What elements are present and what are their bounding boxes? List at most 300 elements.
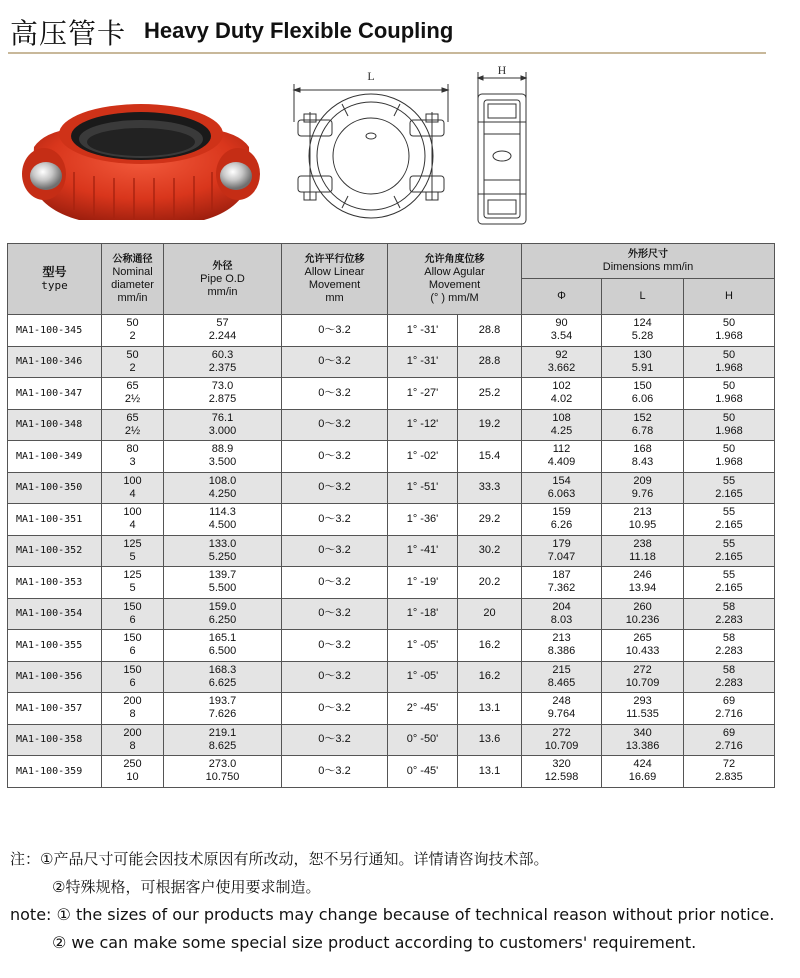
- side-view-drawing: [470, 64, 534, 234]
- cell-phi: [522, 630, 602, 662]
- cell-angle-mm: 33.3: [458, 472, 522, 504]
- header-pipe-od: 外径 Pipe O.D mm/in: [164, 244, 282, 315]
- cell-l-in: 6.06: [631, 393, 654, 406]
- table-row: [8, 693, 775, 725]
- cell-h-mm: 55: [722, 537, 736, 550]
- cell-angle-mm: 28.8: [458, 346, 522, 378]
- cell-linear: 0～3.2: [282, 661, 388, 693]
- cell-type: MA1-100-346: [8, 346, 102, 378]
- cell-phi-in: 4.409: [547, 456, 576, 469]
- cell-type: MA1-100-359: [8, 756, 102, 788]
- cell-angle-mm: 13.1: [458, 756, 522, 788]
- cell-nominal-in: 8: [129, 708, 136, 721]
- cell-phi-in: 7.362: [547, 582, 576, 595]
- cell-type: MA1-100-356: [8, 661, 102, 693]
- cell-l-mm: 340: [633, 726, 652, 739]
- cell-l: [602, 315, 684, 347]
- cell-pipe-od: [164, 378, 282, 410]
- cell-h: [684, 378, 775, 410]
- cell-linear: 0～3.2: [282, 598, 388, 630]
- cell-l-in: 11.535: [626, 708, 659, 721]
- cell-nominal-in: 6: [129, 676, 136, 689]
- cell-angle-mm: 16.2: [458, 630, 522, 662]
- cell-l: [602, 346, 684, 378]
- cell-l-mm: 130: [633, 348, 652, 361]
- cell-l-mm: 168: [633, 443, 652, 456]
- cell-pipe-od: [164, 346, 282, 378]
- cell-pipe-od-in: 2.375: [208, 361, 237, 374]
- cell-l-in: 10.709: [625, 676, 660, 689]
- cell-l-in: 16.69: [628, 771, 657, 784]
- cell-l-mm: 152: [633, 411, 652, 424]
- cell-h-in: 2.165: [715, 550, 743, 563]
- cell-phi: [522, 378, 602, 410]
- table-row: [8, 504, 775, 536]
- cell-angle-mm: 19.2: [458, 409, 522, 441]
- cell-l-mm: 424: [633, 758, 652, 771]
- cell-phi-in: 12.598: [544, 771, 579, 784]
- table-row: [8, 724, 775, 756]
- cell-l-mm: 260: [633, 600, 652, 613]
- cell-h: [684, 441, 775, 473]
- table-row: [8, 346, 775, 378]
- dimension-h-label: H: [497, 64, 507, 77]
- cell-l-mm: 272: [633, 663, 652, 676]
- cell-pipe-od-mm: 133.0: [208, 537, 237, 550]
- header-nominal-diameter: 公称通径 Nominal diameter mm/in: [102, 244, 164, 315]
- cell-phi-mm: 102: [552, 380, 571, 393]
- cell-l: [602, 693, 684, 725]
- cell-pipe-od-in: 7.626: [208, 708, 237, 721]
- cell-pipe-od-mm: 60.3: [211, 348, 234, 361]
- cell-nominal-mm: 125: [123, 537, 142, 550]
- cell-pipe-od: [164, 567, 282, 599]
- cell-linear: 0～3.2: [282, 315, 388, 347]
- cell-angle: 1° -27': [388, 378, 458, 410]
- cell-pipe-od-in: 8.625: [208, 739, 237, 752]
- header-l: L: [602, 279, 684, 315]
- cell-pipe-od: [164, 756, 282, 788]
- cell-h-in: 2.716: [715, 708, 743, 721]
- cell-pipe-od-mm: 114.3: [209, 506, 236, 519]
- cell-phi: [522, 504, 602, 536]
- cell-nominal: [102, 535, 164, 567]
- cell-l: [602, 504, 684, 536]
- cell-nominal: [102, 504, 164, 536]
- cell-l-mm: 124: [633, 317, 652, 330]
- cell-pipe-od: [164, 598, 282, 630]
- cell-phi-in: 6.063: [547, 487, 576, 500]
- notes-section: [10, 845, 800, 957]
- note-en-1: note: ① the sizes of our products may change because of technical reason without prior notice.: [10, 905, 775, 924]
- dimension-l-label: L: [367, 69, 375, 83]
- cell-h: [684, 567, 775, 599]
- cell-nominal-in: 4: [129, 519, 136, 532]
- cell-angle-mm: 13.6: [458, 724, 522, 756]
- cell-type: MA1-100-351: [8, 504, 102, 536]
- cell-phi-in: 7.047: [547, 550, 576, 563]
- cell-nominal-mm: 65: [126, 411, 139, 424]
- cell-pipe-od: [164, 504, 282, 536]
- cell-h: [684, 630, 775, 662]
- cell-linear: 0～3.2: [282, 724, 388, 756]
- cell-phi-mm: 112: [552, 443, 571, 456]
- cell-angle: 1° -18': [388, 598, 458, 630]
- cell-h-in: 2.165: [715, 519, 743, 532]
- cell-h: [684, 724, 775, 756]
- cell-pipe-od-in: 3.000: [208, 424, 237, 437]
- header-dimensions: 外形尺寸 Dimensions mm/in: [522, 244, 775, 279]
- cell-h: [684, 756, 775, 788]
- cell-l-in: 13.94: [628, 582, 657, 595]
- cell-nominal-in: 6: [129, 645, 136, 658]
- table-row: [8, 756, 775, 788]
- cell-h: [684, 346, 775, 378]
- cell-phi: [522, 441, 602, 473]
- cell-h: [684, 661, 775, 693]
- cell-l: [602, 409, 684, 441]
- cell-nominal-mm: 250: [123, 758, 142, 771]
- cell-h-in: 1.968: [715, 424, 743, 437]
- cell-angle-mm: 15.4: [458, 441, 522, 473]
- cell-nominal-mm: 200: [123, 726, 142, 739]
- cell-angle: 0° -50': [388, 724, 458, 756]
- cell-h-mm: 50: [722, 411, 736, 424]
- cell-pipe-od-in: 2.875: [208, 393, 237, 406]
- cell-h: [684, 535, 775, 567]
- title-chinese: 高压管卡: [10, 17, 127, 50]
- table-row: [8, 441, 775, 473]
- cell-l-in: 10.95: [628, 519, 657, 532]
- cell-linear: 0～3.2: [282, 409, 388, 441]
- cell-phi: [522, 598, 602, 630]
- cell-phi-mm: 159: [552, 506, 571, 519]
- cell-linear: 0～3.2: [282, 756, 388, 788]
- cell-angle-mm: 16.2: [458, 661, 522, 693]
- cell-type: MA1-100-354: [8, 598, 102, 630]
- cell-phi: [522, 724, 602, 756]
- cell-nominal-in: 10: [126, 771, 139, 784]
- cell-linear: 0～3.2: [282, 378, 388, 410]
- cell-nominal: [102, 661, 164, 693]
- cell-h-mm: 58: [722, 663, 736, 676]
- cell-l: [602, 441, 684, 473]
- cell-nominal-mm: 150: [123, 600, 142, 613]
- cell-linear: 0～3.2: [282, 504, 388, 536]
- cell-nominal-in: 4: [129, 487, 136, 500]
- cell-h-mm: 50: [722, 380, 736, 393]
- cell-pipe-od-in: 5.250: [208, 550, 237, 563]
- front-view-drawing: [282, 64, 460, 234]
- cell-pipe-od: [164, 315, 282, 347]
- cell-l-in: 10.433: [625, 645, 660, 658]
- header-phi: Φ: [522, 279, 602, 315]
- cell-angle: 0° -45': [388, 756, 458, 788]
- cell-nominal: [102, 724, 164, 756]
- cell-linear: 0～3.2: [282, 567, 388, 599]
- cell-nominal-mm: 80: [126, 443, 139, 456]
- cell-h: [684, 504, 775, 536]
- table-row: [8, 535, 775, 567]
- cell-nominal-in: 8: [129, 739, 136, 752]
- cell-type: MA1-100-355: [8, 630, 102, 662]
- cell-phi-mm: 320: [552, 758, 571, 771]
- cell-angle: 1° -41': [388, 535, 458, 567]
- cell-nominal-mm: 50: [126, 348, 139, 361]
- cell-angle-mm: 20: [458, 598, 522, 630]
- cell-h-mm: 69: [722, 726, 736, 739]
- cell-pipe-od: [164, 693, 282, 725]
- cell-h-in: 2.283: [715, 676, 743, 689]
- cell-l-in: 8.43: [631, 456, 654, 469]
- cell-h-mm: 72: [722, 758, 736, 771]
- table-row: [8, 472, 775, 504]
- cell-phi: [522, 567, 602, 599]
- cell-l-mm: 209: [633, 474, 652, 487]
- table-row: [8, 315, 775, 347]
- cell-pipe-od-mm: 76.1: [211, 411, 234, 424]
- cell-phi-in: 9.764: [547, 708, 576, 721]
- cell-l-in: 13.386: [625, 739, 660, 752]
- cell-h: [684, 409, 775, 441]
- cell-nominal-mm: 200: [123, 695, 142, 708]
- cell-type: MA1-100-345: [8, 315, 102, 347]
- cell-l: [602, 567, 684, 599]
- cell-pipe-od: [164, 661, 282, 693]
- table-row: [8, 598, 775, 630]
- cell-nominal: [102, 756, 164, 788]
- cell-nominal-in: 5: [129, 550, 136, 563]
- cell-l-in: 5.28: [631, 330, 654, 343]
- cell-phi: [522, 756, 602, 788]
- cell-l-in: 5.91: [631, 361, 654, 374]
- cell-l: [602, 630, 684, 662]
- cell-l: [602, 472, 684, 504]
- cell-l-in: 6.78: [631, 424, 654, 437]
- cell-l: [602, 756, 684, 788]
- cell-nominal: [102, 598, 164, 630]
- cell-phi-in: 10.709: [544, 739, 579, 752]
- cell-phi: [522, 472, 602, 504]
- cell-l-mm: 213: [633, 506, 652, 519]
- cell-pipe-od-mm: 108.0: [208, 474, 237, 487]
- cell-pipe-od-mm: 219.1: [208, 726, 237, 739]
- cell-h-in: 2.165: [715, 487, 743, 500]
- cell-l: [602, 378, 684, 410]
- cell-h-in: 2.716: [715, 739, 743, 752]
- cell-phi-mm: 187: [552, 569, 571, 582]
- cell-h-in: 2.835: [715, 771, 743, 784]
- cell-h-in: 1.968: [715, 456, 743, 469]
- cell-type: MA1-100-357: [8, 693, 102, 725]
- cell-angle: 1° -31': [388, 346, 458, 378]
- cell-angle: 1° -05': [388, 630, 458, 662]
- cell-angle: 1° -19': [388, 567, 458, 599]
- cell-pipe-od-in: 3.500: [208, 456, 237, 469]
- cell-angle-mm: 28.8: [458, 315, 522, 347]
- cell-pipe-od-in: 2.244: [208, 330, 237, 343]
- cell-l: [602, 724, 684, 756]
- cell-phi-mm: 108: [552, 411, 571, 424]
- cell-l-mm: 238: [633, 537, 652, 550]
- title-english: Heavy Duty Flexible Coupling: [144, 18, 454, 43]
- cell-phi-mm: 248: [552, 695, 571, 708]
- cell-nominal-in: 6: [129, 613, 136, 626]
- cell-nominal: [102, 693, 164, 725]
- cell-angle-mm: 29.2: [458, 504, 522, 536]
- cell-phi-mm: 179: [552, 537, 571, 550]
- cell-l-in: 9.76: [631, 487, 654, 500]
- cell-pipe-od-mm: 168.3: [208, 663, 237, 676]
- cell-h-in: 1.968: [715, 330, 743, 343]
- cell-pipe-od-mm: 57: [216, 317, 229, 330]
- cell-pipe-od: [164, 409, 282, 441]
- cell-h: [684, 693, 775, 725]
- page-header: [10, 8, 765, 53]
- cell-angle-mm: 25.2: [458, 378, 522, 410]
- cell-phi-mm: 204: [552, 600, 571, 613]
- cell-nominal-mm: 100: [123, 474, 142, 487]
- cell-h-in: 2.165: [715, 582, 743, 595]
- cell-nominal-mm: 65: [126, 380, 139, 393]
- cell-angle: 1° -31': [388, 315, 458, 347]
- cell-phi-in: 8.03: [550, 613, 573, 626]
- cell-phi: [522, 661, 602, 693]
- cell-phi: [522, 315, 602, 347]
- cell-angle-mm: 20.2: [458, 567, 522, 599]
- cell-pipe-od-in: 10.750: [205, 771, 240, 784]
- cell-phi: [522, 693, 602, 725]
- cell-pipe-od-in: 6.250: [208, 613, 237, 626]
- cell-pipe-od-in: 4.500: [208, 519, 237, 532]
- cell-h-in: 2.283: [715, 613, 743, 626]
- cell-pipe-od-mm: 193.7: [208, 695, 237, 708]
- header-type: 型号 type: [8, 244, 102, 315]
- cell-linear: 0～3.2: [282, 535, 388, 567]
- cell-h-mm: 58: [722, 600, 736, 613]
- cell-angle: 1° -51': [388, 472, 458, 504]
- cell-nominal: [102, 346, 164, 378]
- cell-pipe-od-mm: 165.1: [208, 632, 237, 645]
- cell-angle: 1° -12': [388, 409, 458, 441]
- cell-pipe-od-mm: 88.9: [211, 443, 234, 456]
- cell-nominal-in: 2: [129, 330, 136, 343]
- cell-pipe-od: [164, 472, 282, 504]
- cell-phi-in: 8.386: [547, 645, 576, 658]
- cell-l-in: 11.18: [629, 550, 656, 563]
- cell-pipe-od-mm: 159.0: [208, 600, 237, 613]
- cell-h-in: 1.968: [715, 361, 743, 374]
- cell-type: MA1-100-358: [8, 724, 102, 756]
- note-cn-1: 注：①产品尺寸可能会因技术原因有所改动，恕不另行通知。详情请咨询技术部。: [10, 850, 549, 868]
- cell-nominal-in: 2½: [124, 424, 141, 437]
- table-row: [8, 661, 775, 693]
- cell-nominal-mm: 125: [123, 569, 142, 582]
- cell-angle: 1° -05': [388, 661, 458, 693]
- coupling-photo: [14, 92, 264, 232]
- cell-h-mm: 50: [722, 317, 736, 330]
- cell-angle: 1° -36': [388, 504, 458, 536]
- cell-h-in: 2.283: [715, 645, 743, 658]
- cell-l-mm: 150: [633, 380, 652, 393]
- cell-phi-in: 8.465: [547, 676, 576, 689]
- cell-linear: 0～3.2: [282, 346, 388, 378]
- cell-h-mm: 69: [722, 695, 736, 708]
- cell-type: MA1-100-350: [8, 472, 102, 504]
- cell-type: MA1-100-347: [8, 378, 102, 410]
- cell-angle-mm: 13.1: [458, 693, 522, 725]
- cell-nominal-in: 3: [129, 456, 136, 469]
- cell-linear: 0～3.2: [282, 630, 388, 662]
- cell-nominal-mm: 100: [123, 506, 142, 519]
- table-row: [8, 409, 775, 441]
- cell-nominal: [102, 630, 164, 662]
- cell-nominal-mm: 150: [123, 632, 142, 645]
- cell-pipe-od-mm: 273.0: [208, 758, 237, 771]
- cell-h: [684, 472, 775, 504]
- cell-phi-mm: 92: [555, 348, 568, 361]
- table-body: [8, 315, 775, 788]
- cell-phi-in: 3.54: [550, 330, 573, 343]
- note-en-2: ② we can make some special size product according to customers' requirement.: [52, 933, 697, 952]
- cell-h-mm: 50: [722, 348, 736, 361]
- cell-h: [684, 315, 775, 347]
- cell-h-mm: 58: [722, 632, 736, 645]
- header-angular-movement: 允许角度位移 Allow Agular Movement (° ) mm/M: [388, 244, 522, 315]
- cell-nominal-in: 5: [129, 582, 136, 595]
- product-images: [10, 64, 550, 234]
- cell-pipe-od-mm: 73.0: [211, 380, 234, 393]
- cell-h-mm: 55: [722, 506, 736, 519]
- cell-pipe-od-in: 6.500: [208, 645, 237, 658]
- cell-phi-mm: 90: [555, 317, 568, 330]
- cell-phi-in: 3.662: [547, 361, 576, 374]
- cell-nominal: [102, 378, 164, 410]
- cell-pipe-od-in: 5.500: [208, 582, 237, 595]
- cell-h: [684, 598, 775, 630]
- cell-phi-mm: 154: [552, 474, 571, 487]
- cell-type: MA1-100-348: [8, 409, 102, 441]
- cell-phi-in: 4.25: [550, 424, 573, 437]
- cell-l-mm: 265: [633, 632, 652, 645]
- cell-type: MA1-100-353: [8, 567, 102, 599]
- cell-phi: [522, 409, 602, 441]
- table-row: [8, 567, 775, 599]
- cell-h-mm: 55: [722, 474, 736, 487]
- cell-linear: 0～3.2: [282, 693, 388, 725]
- cell-h-mm: 55: [722, 569, 736, 582]
- table-row: [8, 630, 775, 662]
- cell-l: [602, 661, 684, 693]
- cell-angle: 1° -02': [388, 441, 458, 473]
- header-divider: [8, 52, 766, 54]
- cell-nominal: [102, 567, 164, 599]
- cell-l-in: 10.236: [625, 613, 660, 626]
- cell-nominal-in: 2: [129, 361, 136, 374]
- cell-pipe-od: [164, 535, 282, 567]
- cell-phi-mm: 213: [552, 632, 571, 645]
- header-linear-movement: 允许平行位移 Allow Linear Movement mm: [282, 244, 388, 315]
- cell-nominal-in: 2½: [124, 393, 141, 406]
- cell-phi-in: 6.26: [550, 519, 573, 532]
- cell-l: [602, 535, 684, 567]
- cell-nominal-mm: 150: [123, 663, 142, 676]
- cell-phi: [522, 535, 602, 567]
- cell-pipe-od: [164, 441, 282, 473]
- cell-l-mm: 293: [633, 695, 652, 708]
- cell-pipe-od-in: 4.250: [208, 487, 237, 500]
- cell-nominal: [102, 441, 164, 473]
